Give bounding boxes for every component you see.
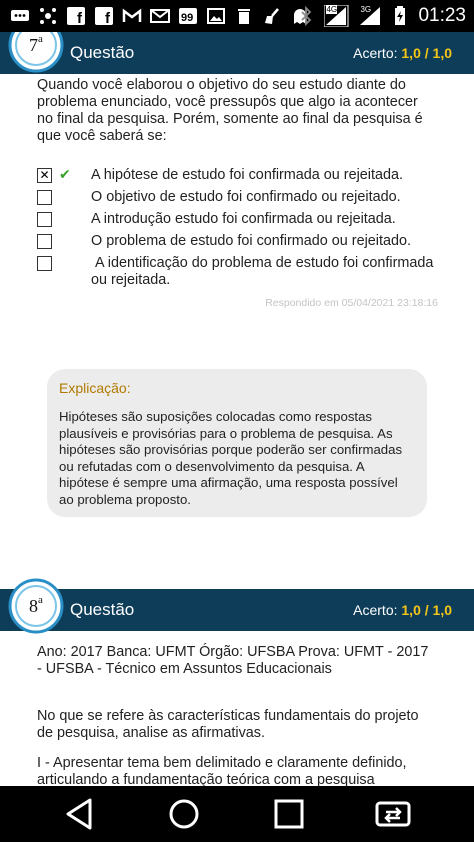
signal-3g-icon	[358, 5, 382, 27]
explanation-box	[47, 369, 427, 517]
signal-4g-icon	[324, 5, 350, 27]
svg-text:f: f	[105, 10, 110, 25]
recents-button[interactable]	[271, 796, 307, 832]
question-8-number: 8 $^a$	[29, 594, 43, 616]
option-1-checkbox[interactable]	[37, 168, 52, 183]
bluetooth-icon	[296, 6, 316, 26]
option-4-text: O problema de estudo foi confirmado ou rejeitado.	[91, 233, 411, 249]
question-7-label: Questão	[70, 43, 135, 62]
chat-icon	[10, 6, 30, 26]
explanation-title: Explicação:	[59, 380, 131, 396]
question-7-badge	[8, 32, 64, 73]
system-status	[296, 0, 466, 32]
hub-icon	[38, 6, 58, 26]
option-2-text: O objetivo de estudo foi confirmado ou rejeitado.	[91, 189, 401, 205]
question-8-label: Questão	[70, 600, 135, 619]
question-8-acerto	[353, 589, 452, 631]
option-3-text: A introdução estudo foi confirmada ou rejeitada.	[91, 211, 396, 227]
question-7-acerto	[353, 32, 452, 74]
option-5-text: A identificação do problema de estudo foi confirmada ou rejeitada.	[91, 255, 438, 288]
option-1-text: A hipótese de estudo foi confirmada ou rejeitada.	[91, 167, 404, 183]
image-icon	[206, 6, 226, 26]
answered-timestamp: Respondido em 05/04/2021 23:18:16	[265, 297, 438, 309]
gmail-icon	[122, 6, 142, 26]
svg-text:99: 99	[181, 12, 194, 24]
option-3-checkbox[interactable]	[37, 212, 52, 227]
acerto-total: / 1,0	[424, 45, 452, 61]
network-type-1: 4G	[326, 5, 338, 14]
screen-share-icon[interactable]	[374, 796, 410, 832]
facebook-icon-2	[94, 6, 114, 26]
scroll-content[interactable]	[0, 32, 474, 786]
question-7-text: Quando você elaborou o objetivo do seu estudo diante do problema enunciado, você pressupôs que algo ia acontecer no final da pesquisa. Porém, somente ao final da pesquisa é que você saberá se:	[37, 77, 423, 144]
acerto-total: / 1,0	[424, 602, 452, 618]
status-bar	[0, 0, 474, 32]
acerto-score: 1,0	[401, 602, 421, 618]
email-icon	[150, 6, 170, 26]
clock: 01:23	[418, 5, 466, 26]
question-8-badge	[8, 578, 64, 634]
navigation-bar	[0, 786, 474, 842]
acerto-label: Acerto:	[353, 45, 398, 61]
acerto-score: 1,0	[401, 45, 421, 61]
question-8-text: No que se refere às características fundamentais do projeto de pesquisa, analise as afirmativas.	[37, 708, 419, 741]
network-type-2: 3G	[360, 5, 372, 14]
home-button[interactable]	[166, 796, 202, 832]
trash-icon	[234, 6, 254, 26]
option-2-checkbox[interactable]	[37, 190, 52, 205]
facebook-icon	[66, 6, 86, 26]
back-button[interactable]	[62, 796, 98, 832]
explanation-body: Hipóteses são suposições colocadas como respostas plausíveis e provisórias para o problema de pesquisa. As hipóteses são provisórias porque poderão ser confirmadas ou refutadas com o desenvolvimento da pesquisa. A hipótese é sempre uma afirmação, uma resposta possível ao problema proposto.	[59, 409, 403, 507]
acerto-label: Acerto:	[353, 602, 398, 618]
battery-icon	[390, 6, 410, 26]
question-7-number: 7 $^a$	[29, 33, 43, 55]
notification-icons	[0, 6, 310, 26]
question-8-source: Ano: 2017 Banca: UFMT Órgão: UFSBA Prova: UFMT - 2017 - UFSBA - Técnico em Assuntos Educacionais	[37, 644, 429, 677]
quote-icon	[178, 6, 198, 26]
svg-text:f: f	[77, 10, 82, 25]
question-8-item-1: I - Apresentar tema bem delimitado e claramente definido, articulando a fundamentação teórica com a pesquisa	[37, 755, 407, 786]
broom-icon	[262, 6, 282, 26]
question-7-header	[0, 32, 474, 74]
option-4-checkbox[interactable]	[37, 234, 52, 249]
correct-check-icon: ✔	[59, 166, 71, 182]
option-5-checkbox[interactable]	[37, 256, 52, 271]
question-8-header	[0, 589, 474, 631]
